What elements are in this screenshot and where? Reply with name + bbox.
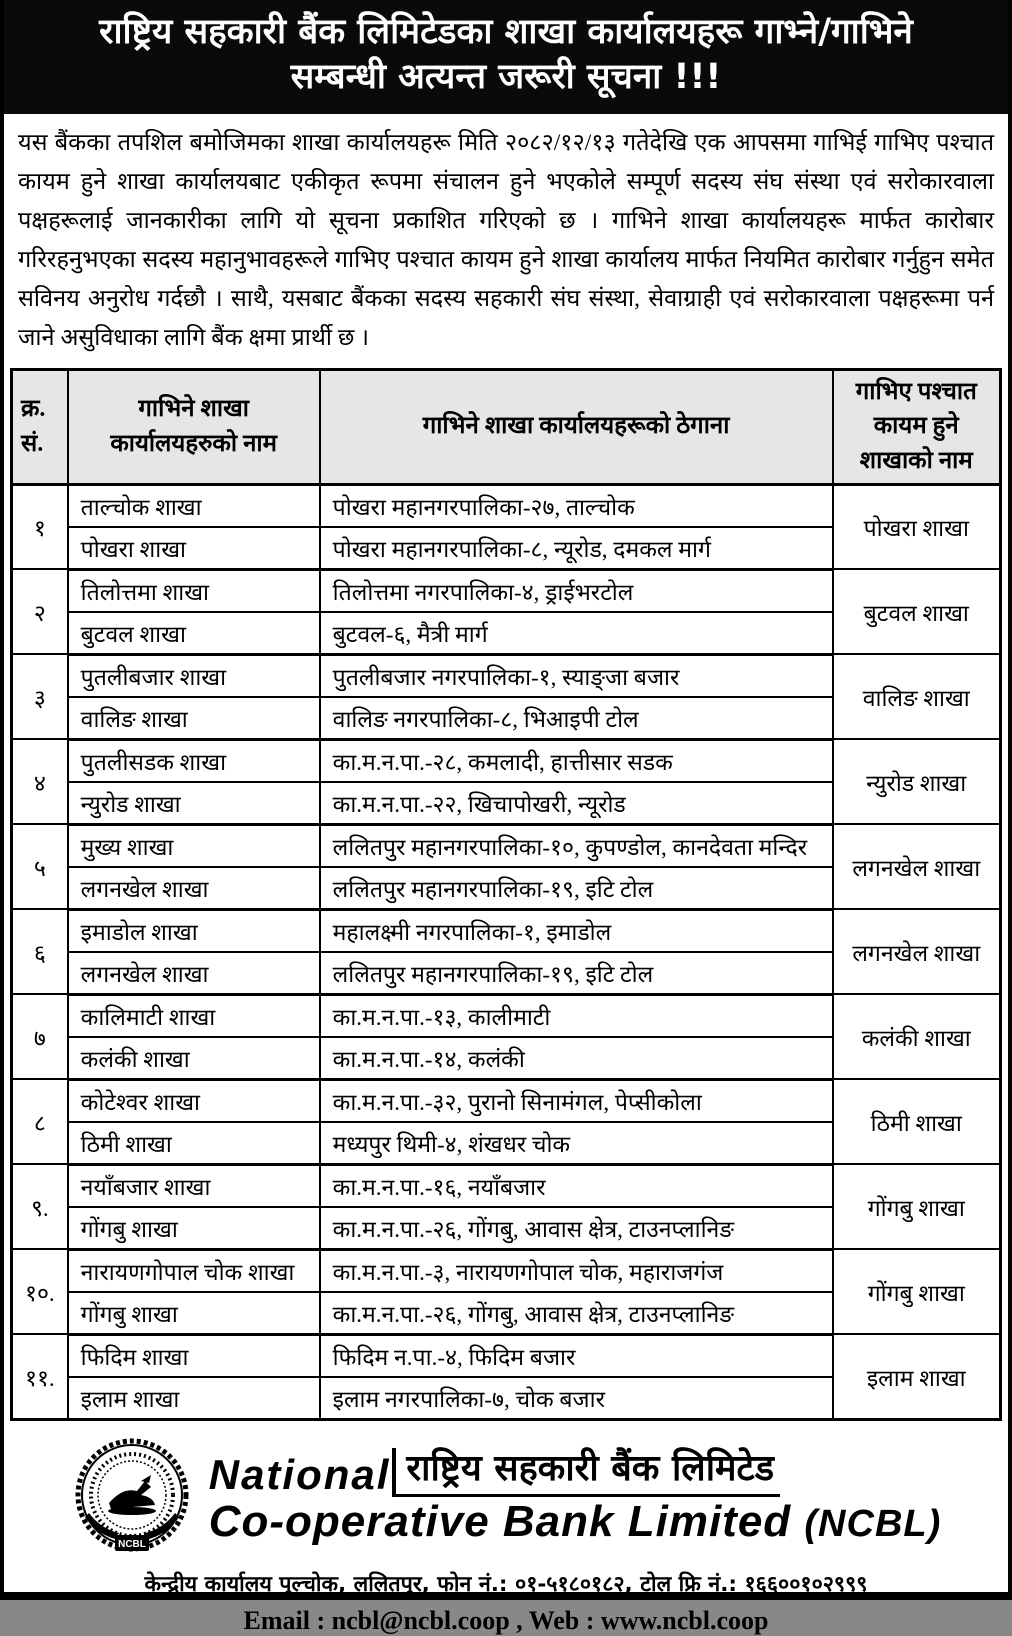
result-branch-cell: कलंकी शाखा (833, 994, 1001, 1079)
table-row (12, 909, 1001, 952)
email-web-line: Email : ncbl@ncbl.coop , Web : www.ncbl.coop (243, 1605, 769, 1635)
branch-address-cell: वालिङ नगरपालिका-८, भिआइपी टोल (320, 697, 833, 740)
branch-name-cell: बुटवल शाखा (68, 612, 320, 655)
branch-merge-table (10, 368, 1002, 1421)
branch-address-cell: तिलोत्तमा नगरपालिका-४, ड्राईभरटोल (320, 569, 833, 612)
branch-name-cell: नयाँबजार शाखा (68, 1164, 320, 1207)
branch-address-cell: पोखरा महानगरपालिका-२७, ताल्चोक (320, 484, 833, 527)
result-branch-cell: बुटवल शाखा (833, 569, 1001, 654)
brand-english-name: Co-operative Bank Limited (208, 1496, 805, 1546)
result-branch-cell: पोखरा शाखा (833, 484, 1001, 569)
footer (4, 1421, 1008, 1636)
table-row (12, 1334, 1001, 1377)
branch-name-cell: गोंगबु शाखा (68, 1207, 320, 1250)
branch-address-cell: बुटवल-६, मैत्री मार्ग (320, 612, 833, 655)
result-branch-cell: ठिमी शाखा (833, 1079, 1001, 1164)
serial-number-cell: ११. (12, 1334, 68, 1419)
result-branch-cell: इलाम शाखा (833, 1334, 1001, 1419)
branch-name-cell: नारायणगोपाल चोक शाखा (68, 1249, 320, 1292)
brand-text (209, 1448, 942, 1547)
serial-number-cell: ३ (12, 654, 68, 739)
branch-address-cell: पोखरा महानगरपालिका-८, न्यूरोड, दमकल मार्ग (320, 527, 833, 570)
branch-name-cell: लगनखेल शाखा (68, 867, 320, 910)
serial-number-cell: ४ (12, 739, 68, 824)
branch-address-cell: का.म.न.पा.-३, नारायणगोपाल चोक, महाराजगंज (320, 1249, 833, 1292)
branch-name-cell: पोखरा शाखा (68, 527, 320, 570)
branch-name-cell: लगनखेल शाखा (68, 952, 320, 995)
branch-name-cell: इलाम शाखा (68, 1377, 320, 1420)
header-sn (12, 369, 68, 484)
branch-address-cell: पुतलीबजार नगरपालिका-१, स्याङ्जा बजार (320, 654, 833, 697)
serial-number-cell: ९. (12, 1164, 68, 1249)
logo-banner-text: NCBL (117, 1538, 146, 1550)
branch-address-cell: का.म.न.पा.-३२, पुरानो सिनामंगल, पेप्सीकोला (320, 1079, 833, 1122)
branch-name-cell: मुख्य शाखा (68, 824, 320, 867)
result-branch-cell: लगनखेल शाखा (833, 909, 1001, 994)
branch-address-cell: का.म.न.पा.-२६, गोंगबु, आवास क्षेत्र, टाउनप्लानिङ (320, 1292, 833, 1335)
header-sn-line2: सं. (21, 430, 44, 457)
notice-title-line1: राष्ट्रिय सहकारी बैंक लिमिटेडका शाखा कार्यालयहरू गाभ्ने/गाभिने (99, 12, 913, 52)
serial-number-cell: ६ (12, 909, 68, 994)
branch-address-cell: ललितपुर महानगरपालिका-१०, कुपण्डोल, कानदेवता मन्दिर (320, 824, 833, 867)
branch-name-cell: कोटेश्वर शाखा (68, 1079, 320, 1122)
result-branch-cell: वालिङ शाखा (833, 654, 1001, 739)
contact-line: केन्द्रीय कार्यालय पुल्चोक, ललितपुर, फोन नं.: ०१-५१८०१८२, टोल फ्रि नं.: १६६००१०२९९९ (144, 1571, 868, 1597)
branch-address-cell: ललितपुर महानगरपालिका-१९, इटि टोल (320, 952, 833, 995)
header-sn-line1: क्र. (21, 395, 46, 422)
table-wrap (4, 364, 1008, 1421)
result-branch-cell: न्युरोड शाखा (833, 739, 1001, 824)
result-branch-cell: गोंगबु शाखा (833, 1164, 1001, 1249)
brand-line2 (209, 1497, 942, 1548)
branch-name-cell: तिलोत्तमा शाखा (68, 569, 320, 612)
branch-name-cell: इमाडोल शाखा (68, 909, 320, 952)
branch-address-cell: का.म.न.पा.-२६, गोंगबु, आवास क्षेत्र, टाउनप्लानिङ (320, 1207, 833, 1250)
branch-name-cell: गोंगबु शाखा (68, 1292, 320, 1335)
serial-number-cell: ७ (12, 994, 68, 1079)
notice-title (4, 0, 1008, 114)
table-row (12, 994, 1001, 1037)
branch-address-cell: का.म.न.पा.-१४, कलंकी (320, 1037, 833, 1080)
branch-address-cell: इलाम नगरपालिका-७, चोक बजार (320, 1377, 833, 1420)
branch-address-cell: का.म.न.पा.-२८, कमलादी, हात्तीसार सडक (320, 739, 833, 782)
branch-name-cell: कालिमाटी शाखा (68, 994, 320, 1037)
brand-nepali-name: राष्ट्रिय सहकारी बैंक लिमिटेड (392, 1448, 780, 1496)
branch-address-cell: महालक्ष्मी नगरपालिका-१, इमाडोल (320, 909, 833, 952)
header-branch-address: गाभिने शाखा कार्यालयहरूको ठेगाना (320, 369, 833, 484)
branch-name-cell: न्युरोड शाखा (68, 782, 320, 825)
ncbl-logo-icon (71, 1437, 193, 1559)
brand-line1 (209, 1448, 942, 1496)
table-row (12, 1249, 1001, 1292)
header-result-branch: गाभिए पश्चात कायम हुने शाखाको नाम (833, 369, 1001, 484)
header-branch-name: गाभिने शाखा कार्यालयहरुको नाम (68, 369, 320, 484)
table-row (12, 739, 1001, 782)
brand-ncbl-abbr: (NCBL) (804, 1502, 942, 1545)
branch-name-cell: पुतलीसडक शाखा (68, 739, 320, 782)
branch-address-cell: फिदिम न.पा.-४, फिदिम बजार (320, 1334, 833, 1377)
result-branch-cell: गोंगबु शाखा (833, 1249, 1001, 1334)
table-row (12, 569, 1001, 612)
brand-national: National (208, 1450, 391, 1498)
table-row (12, 1079, 1001, 1122)
serial-number-cell: २ (12, 569, 68, 654)
table-row (12, 654, 1001, 697)
table-body (12, 484, 1001, 1419)
branch-name-cell: कलंकी शाखा (68, 1037, 320, 1080)
serial-number-cell: १ (12, 484, 68, 569)
serial-number-cell: ८ (12, 1079, 68, 1164)
branch-name-cell: वालिङ शाखा (68, 697, 320, 740)
branch-address-cell: का.म.न.पा.-१६, नयाँबजार (320, 1164, 833, 1207)
branch-name-cell: ठिमी शाखा (68, 1122, 320, 1165)
table-row (12, 824, 1001, 867)
notice-title-line2: सम्बन्धी अत्यन्त जरूरी सूचना !!! (290, 56, 722, 97)
branch-name-cell: फिदिम शाखा (68, 1334, 320, 1377)
result-branch-cell: लगनखेल शाखा (833, 824, 1001, 909)
brand-row (4, 1437, 1008, 1559)
table-row (12, 484, 1001, 527)
branch-address-cell: का.म.न.पा.-१३, कालीमाटी (320, 994, 833, 1037)
branch-address-cell: का.म.न.पा.-२२, खिचापोखरी, न्यूरोड (320, 782, 833, 825)
table-header (12, 369, 1001, 484)
notice-body: यस बैंकका तपशिल बमोजिमका शाखा कार्यालयहरू मिति २०८२/१२/१३ गतेदेखि एक आपसमा गाभिई गाभिए पश्चात कायम हुने शाखा कार्यालयबाट एकीकृत रूपमा संचालन हुने भएकोले सम्पूर्ण सदस्य संघ संस्था एवं सरोकारवाला पक्षहरूलाई जानकारीका लागि यो सूचना प्रकाशित गरिएको छ । गाभिने शाखा कार्यालयहरू मार्फत कारोबार गरिरहनुभएका सदस्य महानुभावहरूले गाभिए पश्चात कायम हुने शाखा कार्यालय मार्फत नियमित कारोबार गर्नुहुन समेत सविनय अनुरोध गर्दछौ । साथै, यसबाट बैंकका सदस्य सहकारी संघ संस्था, सेवाग्राही एवं सरोकारवाला पक्षहरूमा पर्न जाने असुविधाका लागि बैंक क्षमा प्रार्थी छ । (18, 129, 994, 351)
branch-address-cell: ललितपुर महानगरपालिका-१९, इटि टोल (320, 867, 833, 910)
serial-number-cell: १०. (12, 1249, 68, 1334)
table-row (12, 1164, 1001, 1207)
branch-address-cell: मध्यपुर थिमी-४, शंखधर चोक (320, 1122, 833, 1165)
branch-name-cell: ताल्चोक शाखा (68, 484, 320, 527)
serial-number-cell: ५ (12, 824, 68, 909)
branch-name-cell: पुतलीबजार शाखा (68, 654, 320, 697)
